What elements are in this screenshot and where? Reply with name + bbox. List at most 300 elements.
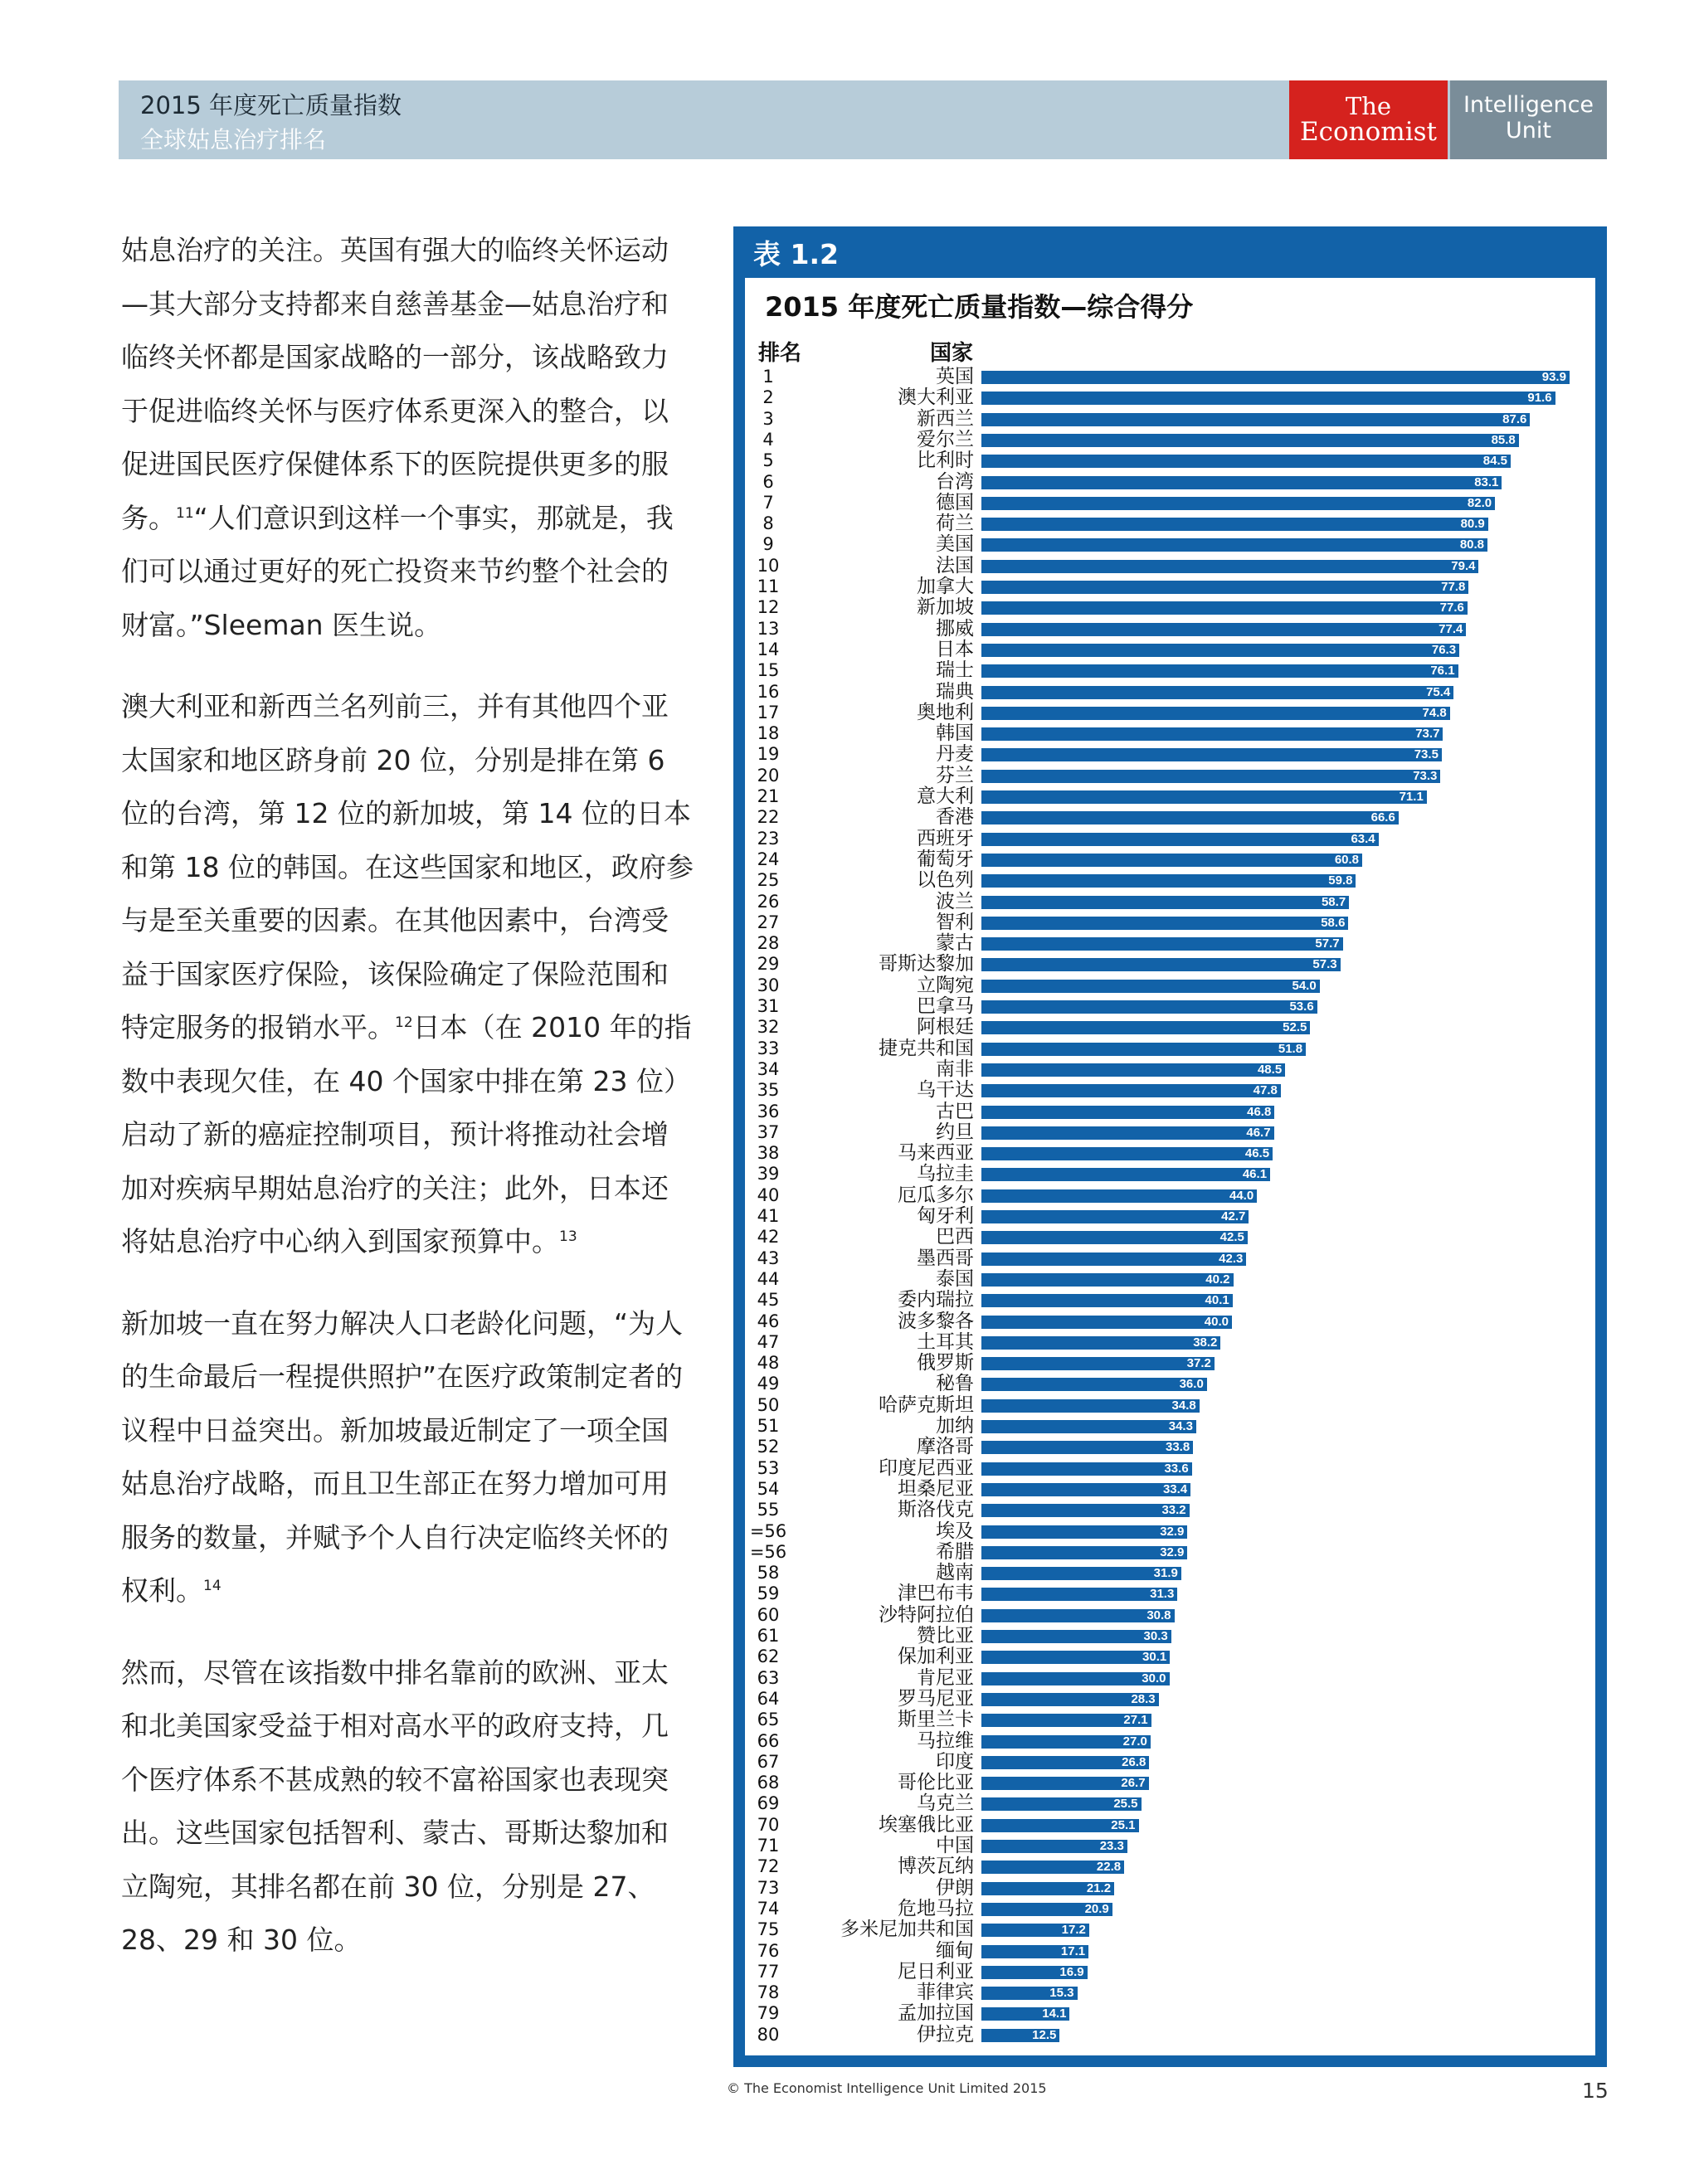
score-value-label: 76.1 [1430, 664, 1455, 679]
table-panel [733, 226, 1607, 2067]
chart-row [745, 409, 1595, 430]
score-bar [981, 644, 1459, 657]
rank-label: 43 [757, 1248, 780, 1268]
rank-label: 58 [757, 1563, 780, 1583]
country-label: 哈萨克斯坦 [879, 1394, 974, 1416]
score-bar [981, 686, 1453, 699]
score-bar [981, 1693, 1159, 1706]
chart-row [745, 1583, 1595, 1604]
chart-row [745, 1856, 1595, 1877]
score-bar [981, 1357, 1215, 1370]
score-value-label: 25.1 [1111, 1817, 1136, 1832]
rank-label: 49 [757, 1374, 780, 1394]
score-bar [981, 1945, 1088, 1958]
rank-label: 37 [757, 1121, 780, 1142]
score-value-label: 33.2 [1161, 1503, 1186, 1518]
score-bar [981, 1966, 1088, 1979]
rank-label: 32 [757, 1017, 780, 1038]
country-column-header: 国家 [930, 341, 974, 366]
logo-unit: Unit [1506, 118, 1551, 143]
score-value-label: 33.8 [1165, 1440, 1190, 1455]
country-label: 捷克共和国 [879, 1037, 974, 1059]
rank-label: 3 [762, 408, 774, 429]
country-label: 斯洛伐克 [898, 1499, 974, 1521]
chart-row [745, 1206, 1595, 1227]
score-value-label: 57.3 [1312, 957, 1337, 972]
score-value-label: 46.1 [1242, 1167, 1268, 1182]
country-label: 厄瓜多尔 [898, 1184, 974, 1206]
score-bar [981, 1525, 1187, 1539]
country-label: 日本 [936, 638, 974, 660]
rank-label: 27 [757, 912, 780, 932]
rank-label: 76 [757, 1940, 780, 1961]
score-bar [981, 1861, 1124, 1874]
country-label: 瑞典 [936, 680, 974, 703]
chart-row [745, 1982, 1595, 2003]
footnote-11: 11 [176, 504, 194, 522]
score-bar [981, 980, 1320, 993]
rank-label: 31 [757, 996, 780, 1016]
country-label: 新加坡 [917, 596, 974, 619]
country-label: 美国 [936, 533, 974, 556]
chart-row [745, 450, 1595, 471]
logo-the: The [1345, 92, 1392, 120]
country-label: 南非 [936, 1058, 974, 1080]
chart-row [745, 1793, 1595, 1814]
score-bar [981, 2029, 1059, 2042]
chart-row [745, 829, 1595, 849]
chart-row [745, 576, 1595, 597]
rank-label: 25 [757, 870, 780, 891]
rank-label: 67 [757, 1751, 780, 1772]
rank-label: 8 [762, 513, 774, 534]
country-label: 埃及 [936, 1520, 974, 1542]
score-value-label: 74.8 [1422, 705, 1447, 720]
score-value-label: 28.3 [1131, 1691, 1156, 1706]
country-label: 爱尔兰 [917, 428, 974, 450]
country-label: 比利时 [917, 450, 974, 472]
score-value-label: 93.9 [1541, 370, 1566, 384]
score-value-label: 33.4 [1162, 1481, 1188, 1496]
rank-label: 5 [762, 450, 774, 471]
rank-label: 79 [757, 2003, 780, 2024]
chart-row [745, 975, 1595, 996]
rank-label: 7 [762, 492, 774, 513]
chart-row [745, 912, 1595, 933]
country-label: 乌拉圭 [917, 1163, 974, 1185]
rank-label: 26 [757, 891, 780, 912]
score-value-label: 40.0 [1204, 1314, 1229, 1329]
chart-row [745, 1059, 1595, 1080]
score-value-label: 40.1 [1205, 1293, 1229, 1308]
logo-economist: Economist [1300, 117, 1437, 147]
score-value-label: 91.6 [1527, 391, 1552, 406]
score-value-label: 17.1 [1060, 1943, 1086, 1958]
score-value-label: 58.6 [1321, 915, 1346, 930]
country-label: 肯尼亚 [917, 1666, 974, 1689]
chart-row [745, 513, 1595, 534]
chart-row [745, 597, 1595, 618]
rank-label: 10 [757, 555, 780, 576]
rank-label: 22 [757, 807, 780, 828]
score-value-label: 32.9 [1160, 1524, 1185, 1539]
paragraph-3 [121, 1297, 694, 1618]
country-label: 加拿大 [917, 576, 974, 597]
country-label: 奥地利 [917, 701, 974, 723]
score-bar [981, 1210, 1249, 1223]
score-value-label: 22.8 [1096, 1860, 1122, 1875]
rank-column-header: 排名 [758, 341, 802, 366]
economist-logo [1289, 80, 1448, 159]
country-label: 法国 [936, 554, 974, 576]
country-label: 秘鲁 [936, 1373, 974, 1395]
chart-row [745, 2003, 1595, 2024]
score-value-label: 51.8 [1278, 1041, 1303, 1056]
score-bar [981, 748, 1442, 761]
country-label: 立陶宛 [917, 974, 974, 996]
rank-label: 34 [757, 1058, 780, 1079]
country-label: 土耳其 [917, 1330, 974, 1353]
score-value-label: 54.0 [1292, 978, 1317, 993]
score-bar [981, 1043, 1306, 1056]
country-label: 哥伦比亚 [898, 1772, 974, 1794]
score-bar [981, 1672, 1170, 1685]
country-label: 古巴 [936, 1100, 974, 1122]
rank-label: 42 [757, 1227, 780, 1248]
score-bar [981, 560, 1478, 573]
paragraph-2-text: 澳大利亚和新西兰名列前三，并有其他四个亚太国家和地区跻身前 20 位，分别是排在第 6 位的台湾，第 12 位的新加坡，第 14 位的日本和第 18 位的韩国。在这些国家和地区，政府参与是至关重要的因素。在其他因素中，台湾受益于国家医疗保险，该保险确定了保险范围和特定服务的报销水平。 [121, 690, 694, 1043]
chart-row [745, 849, 1595, 870]
paragraph-1-tail: “人们意识到这样一个事实，那就是，我们可以通过更好的死亡投资来节约整个社会的财富。”Sleeman 医生说。 [121, 501, 674, 641]
score-bar [981, 1441, 1193, 1454]
country-label: 伊拉克 [917, 2023, 974, 2045]
rank-label: 69 [757, 1793, 780, 1814]
country-label: 以色列 [917, 869, 974, 892]
country-label: 阿根廷 [917, 1016, 974, 1038]
rank-label: 40 [757, 1184, 780, 1205]
paragraph-1-text: 姑息治疗的关注。英国有强大的临终关怀运动—其大部分支持都来自慈善基金—姑息治疗和临终关怀都是国家战略的一部分，该战略致力于促进临终关怀与医疗体系更深入的整合，以促进国民医疗保健体系下的医院提供更多的服务。 [121, 234, 669, 534]
rank-label: =56 [749, 1520, 787, 1541]
rank-label: 4 [762, 429, 774, 450]
score-bar [981, 497, 1495, 510]
score-value-label: 21.2 [1086, 1880, 1112, 1895]
score-value-label: 30.3 [1143, 1629, 1168, 1643]
score-bar [981, 1903, 1112, 1916]
score-value-label: 77.6 [1439, 601, 1464, 615]
chart-row [745, 1899, 1595, 1919]
score-value-label: 25.5 [1113, 1797, 1138, 1812]
score-bar [981, 1399, 1200, 1413]
country-label: 埃塞俄比亚 [879, 1813, 974, 1836]
country-label: 津巴布韦 [898, 1583, 974, 1605]
score-bar [981, 1609, 1175, 1622]
rank-label: 80 [757, 2024, 780, 2045]
rank-label: 15 [757, 660, 780, 681]
chart-row [745, 1332, 1595, 1353]
rank-label: 72 [757, 1856, 780, 1877]
score-value-label: 38.2 [1193, 1335, 1218, 1350]
score-bar [981, 1483, 1190, 1496]
rank-label: 48 [757, 1353, 780, 1374]
rank-label: 23 [757, 828, 780, 849]
score-bar [981, 1021, 1310, 1034]
chart-row [745, 1164, 1595, 1184]
score-bar [981, 664, 1458, 678]
score-bar [981, 434, 1519, 447]
country-label: 澳大利亚 [898, 387, 974, 409]
rank-label: 24 [757, 849, 780, 869]
rank-label: 55 [757, 1500, 780, 1520]
score-bar [981, 1714, 1151, 1727]
score-bar [981, 1756, 1149, 1769]
country-label: 马拉维 [917, 1729, 974, 1752]
score-bar [981, 833, 1379, 846]
rank-label: 74 [757, 1898, 780, 1919]
page-number: 15 [1582, 2079, 1609, 2103]
chart-row [745, 430, 1595, 450]
country-label: 台湾 [936, 470, 974, 493]
score-bar [981, 455, 1511, 468]
score-bar [981, 1504, 1190, 1517]
score-value-label: 84.5 [1482, 454, 1507, 469]
paragraph-1 [121, 224, 694, 652]
score-bar [981, 937, 1343, 951]
score-value-label: 17.2 [1061, 1923, 1086, 1938]
score-bar [981, 1840, 1127, 1853]
chart-row [745, 870, 1595, 891]
score-value-label: 77.4 [1439, 621, 1463, 636]
chart-row [745, 682, 1595, 703]
rank-label: 64 [757, 1688, 780, 1709]
score-bar [981, 413, 1530, 426]
rank-label: 14 [757, 639, 780, 659]
chart-row [745, 1269, 1595, 1290]
score-value-label: 48.5 [1257, 1062, 1283, 1077]
chart-row [745, 556, 1595, 576]
chart-row [745, 387, 1595, 408]
score-bar [981, 1189, 1257, 1203]
country-label: 俄罗斯 [917, 1352, 974, 1374]
score-value-label: 31.3 [1150, 1587, 1175, 1602]
score-bar [981, 1168, 1270, 1181]
rank-label: 38 [757, 1143, 780, 1164]
rank-label: 71 [757, 1836, 780, 1856]
chart-row [745, 1500, 1595, 1520]
chart-row [745, 1731, 1595, 1752]
rank-label: 66 [757, 1730, 780, 1751]
score-bar [981, 770, 1440, 783]
chart-row [745, 1521, 1595, 1542]
country-label: 葡萄牙 [917, 848, 974, 870]
score-value-label: 53.6 [1289, 1000, 1314, 1014]
score-bar [981, 1000, 1317, 1014]
country-label: 荷兰 [936, 513, 974, 535]
score-value-label: 80.8 [1459, 537, 1485, 552]
rank-label: 60 [757, 1604, 780, 1625]
score-bar [981, 1126, 1274, 1140]
score-bar [981, 1063, 1285, 1077]
chart-row [745, 660, 1595, 681]
country-label: 西班牙 [917, 827, 974, 849]
score-bar [981, 1316, 1232, 1329]
chart-title: 2015 年度死亡质量指数—综合得分 [765, 291, 1194, 323]
score-bar [981, 392, 1555, 405]
rank-label: 11 [757, 576, 780, 596]
rank-label: 65 [757, 1710, 780, 1730]
rank-label: 35 [757, 1080, 780, 1101]
copyright: © The Economist Intelligence Unit Limited 2015 [727, 2080, 1047, 2096]
score-bar [981, 371, 1570, 384]
score-value-label: 75.4 [1426, 684, 1451, 699]
rank-label: 18 [757, 723, 780, 744]
chart-row [745, 1710, 1595, 1730]
chart-row [745, 1542, 1595, 1563]
score-value-label: 73.7 [1415, 727, 1440, 742]
score-value-label: 30.0 [1142, 1671, 1166, 1685]
score-value-label: 27.0 [1122, 1734, 1147, 1749]
chart-row [745, 1752, 1595, 1773]
score-bar [981, 707, 1450, 720]
rank-label: 73 [757, 1877, 780, 1898]
score-value-label: 71.1 [1399, 790, 1424, 804]
score-value-label: 58.7 [1321, 894, 1346, 909]
rank-label: 53 [757, 1457, 780, 1478]
score-bar [981, 1273, 1234, 1287]
chart-row [745, 1143, 1595, 1164]
rank-label: 51 [757, 1416, 780, 1436]
country-label: 波多黎各 [898, 1310, 974, 1332]
score-value-label: 66.6 [1370, 810, 1395, 825]
score-bar [981, 1462, 1192, 1476]
country-label: 墨西哥 [917, 1247, 974, 1269]
country-label: 印度尼西亚 [879, 1457, 974, 1479]
chart-row [745, 493, 1595, 513]
country-label: 智利 [936, 911, 974, 933]
country-label: 匈牙利 [917, 1205, 974, 1227]
country-label: 新西兰 [917, 407, 974, 430]
score-value-label: 46.5 [1244, 1146, 1270, 1161]
chart-row [745, 1353, 1595, 1374]
chart-row [745, 1185, 1595, 1206]
score-value-label: 15.3 [1049, 1986, 1074, 2001]
score-bar [981, 727, 1443, 741]
chart-row [745, 472, 1595, 493]
country-label: 孟加拉国 [898, 2002, 974, 2025]
paragraph-4 [121, 1647, 694, 1968]
chart-row [745, 1102, 1595, 1122]
report-title: 2015 年度死亡质量指数 [140, 91, 402, 119]
score-bar [981, 538, 1487, 552]
score-bar [981, 623, 1466, 636]
score-bar [981, 1651, 1170, 1664]
country-label: 香港 [936, 806, 974, 829]
score-value-label: 23.3 [1099, 1839, 1124, 1853]
rank-label: 9 [762, 534, 774, 555]
country-label: 赞比亚 [917, 1625, 974, 1647]
chart-row [745, 1836, 1595, 1856]
rank-label: 6 [762, 471, 774, 492]
rank-label: 41 [757, 1206, 780, 1226]
rank-label: 50 [757, 1394, 780, 1415]
rank-label: 13 [757, 618, 780, 639]
country-label: 斯里兰卡 [898, 1709, 974, 1731]
rank-label: 21 [757, 786, 780, 806]
score-value-label: 57.7 [1315, 936, 1340, 951]
score-bar [981, 2007, 1069, 2021]
rank-label: 68 [757, 1773, 780, 1793]
country-label: 丹麦 [936, 743, 974, 766]
country-label: 巴拿马 [917, 995, 974, 1017]
chart-row [745, 619, 1595, 640]
rank-label: 61 [757, 1626, 780, 1646]
rank-label: 30 [757, 975, 780, 995]
chart-area [745, 278, 1595, 2055]
country-label: 保加利亚 [898, 1646, 974, 1668]
score-value-label: 85.8 [1491, 432, 1516, 447]
country-label: 尼日利亚 [898, 1960, 974, 1982]
chart-row [745, 640, 1595, 660]
country-label: 乌干达 [917, 1079, 974, 1102]
rank-label: 59 [757, 1583, 780, 1604]
score-bar [981, 1924, 1089, 1937]
rank-label: 77 [757, 1961, 780, 1982]
footnote-13: 13 [559, 1228, 577, 1245]
footnote-12: 12 [395, 1014, 413, 1031]
score-bar [981, 581, 1468, 594]
score-bar [981, 1420, 1196, 1433]
score-value-label: 82.0 [1467, 495, 1492, 510]
score-bar [981, 1797, 1142, 1811]
score-bar [981, 958, 1341, 971]
chart-row [745, 1437, 1595, 1457]
score-value-label: 76.3 [1431, 642, 1457, 657]
rank-label: 75 [757, 1919, 780, 1940]
chart-row [745, 1017, 1595, 1038]
footnote-14: 14 [203, 1578, 222, 1594]
score-bar [981, 1231, 1248, 1244]
chart-row [745, 786, 1595, 807]
chart-row [745, 1647, 1595, 1667]
country-label: 芬兰 [936, 764, 974, 786]
score-value-label: 73.5 [1414, 747, 1439, 762]
rank-label: 63 [757, 1667, 780, 1688]
score-bar [981, 790, 1427, 804]
chart-row [745, 1458, 1595, 1479]
rank-label: 45 [757, 1290, 780, 1311]
chart-row [745, 723, 1595, 744]
report-subtitle: 全球姑息治疗排名 [140, 126, 327, 153]
score-bar [981, 1819, 1139, 1832]
score-value-label: 30.8 [1146, 1608, 1171, 1622]
score-bar [981, 917, 1348, 930]
chart-row [745, 1919, 1595, 1940]
country-label: 约旦 [936, 1121, 974, 1143]
chart-row [745, 933, 1595, 954]
score-value-label: 31.9 [1153, 1566, 1178, 1581]
score-bar [981, 854, 1362, 867]
score-value-label: 59.8 [1328, 873, 1353, 888]
score-value-label: 16.9 [1059, 1964, 1084, 1979]
country-label: 菲律宾 [917, 1982, 974, 2004]
score-value-label: 36.0 [1179, 1377, 1204, 1392]
chart-row [745, 1374, 1595, 1394]
chart-row [745, 1962, 1595, 1982]
rank-label: 20 [757, 765, 780, 786]
country-label: 意大利 [917, 786, 974, 807]
country-label: 沙特阿拉伯 [879, 1603, 974, 1626]
chart-row [745, 1080, 1595, 1101]
chart-row [745, 1395, 1595, 1416]
